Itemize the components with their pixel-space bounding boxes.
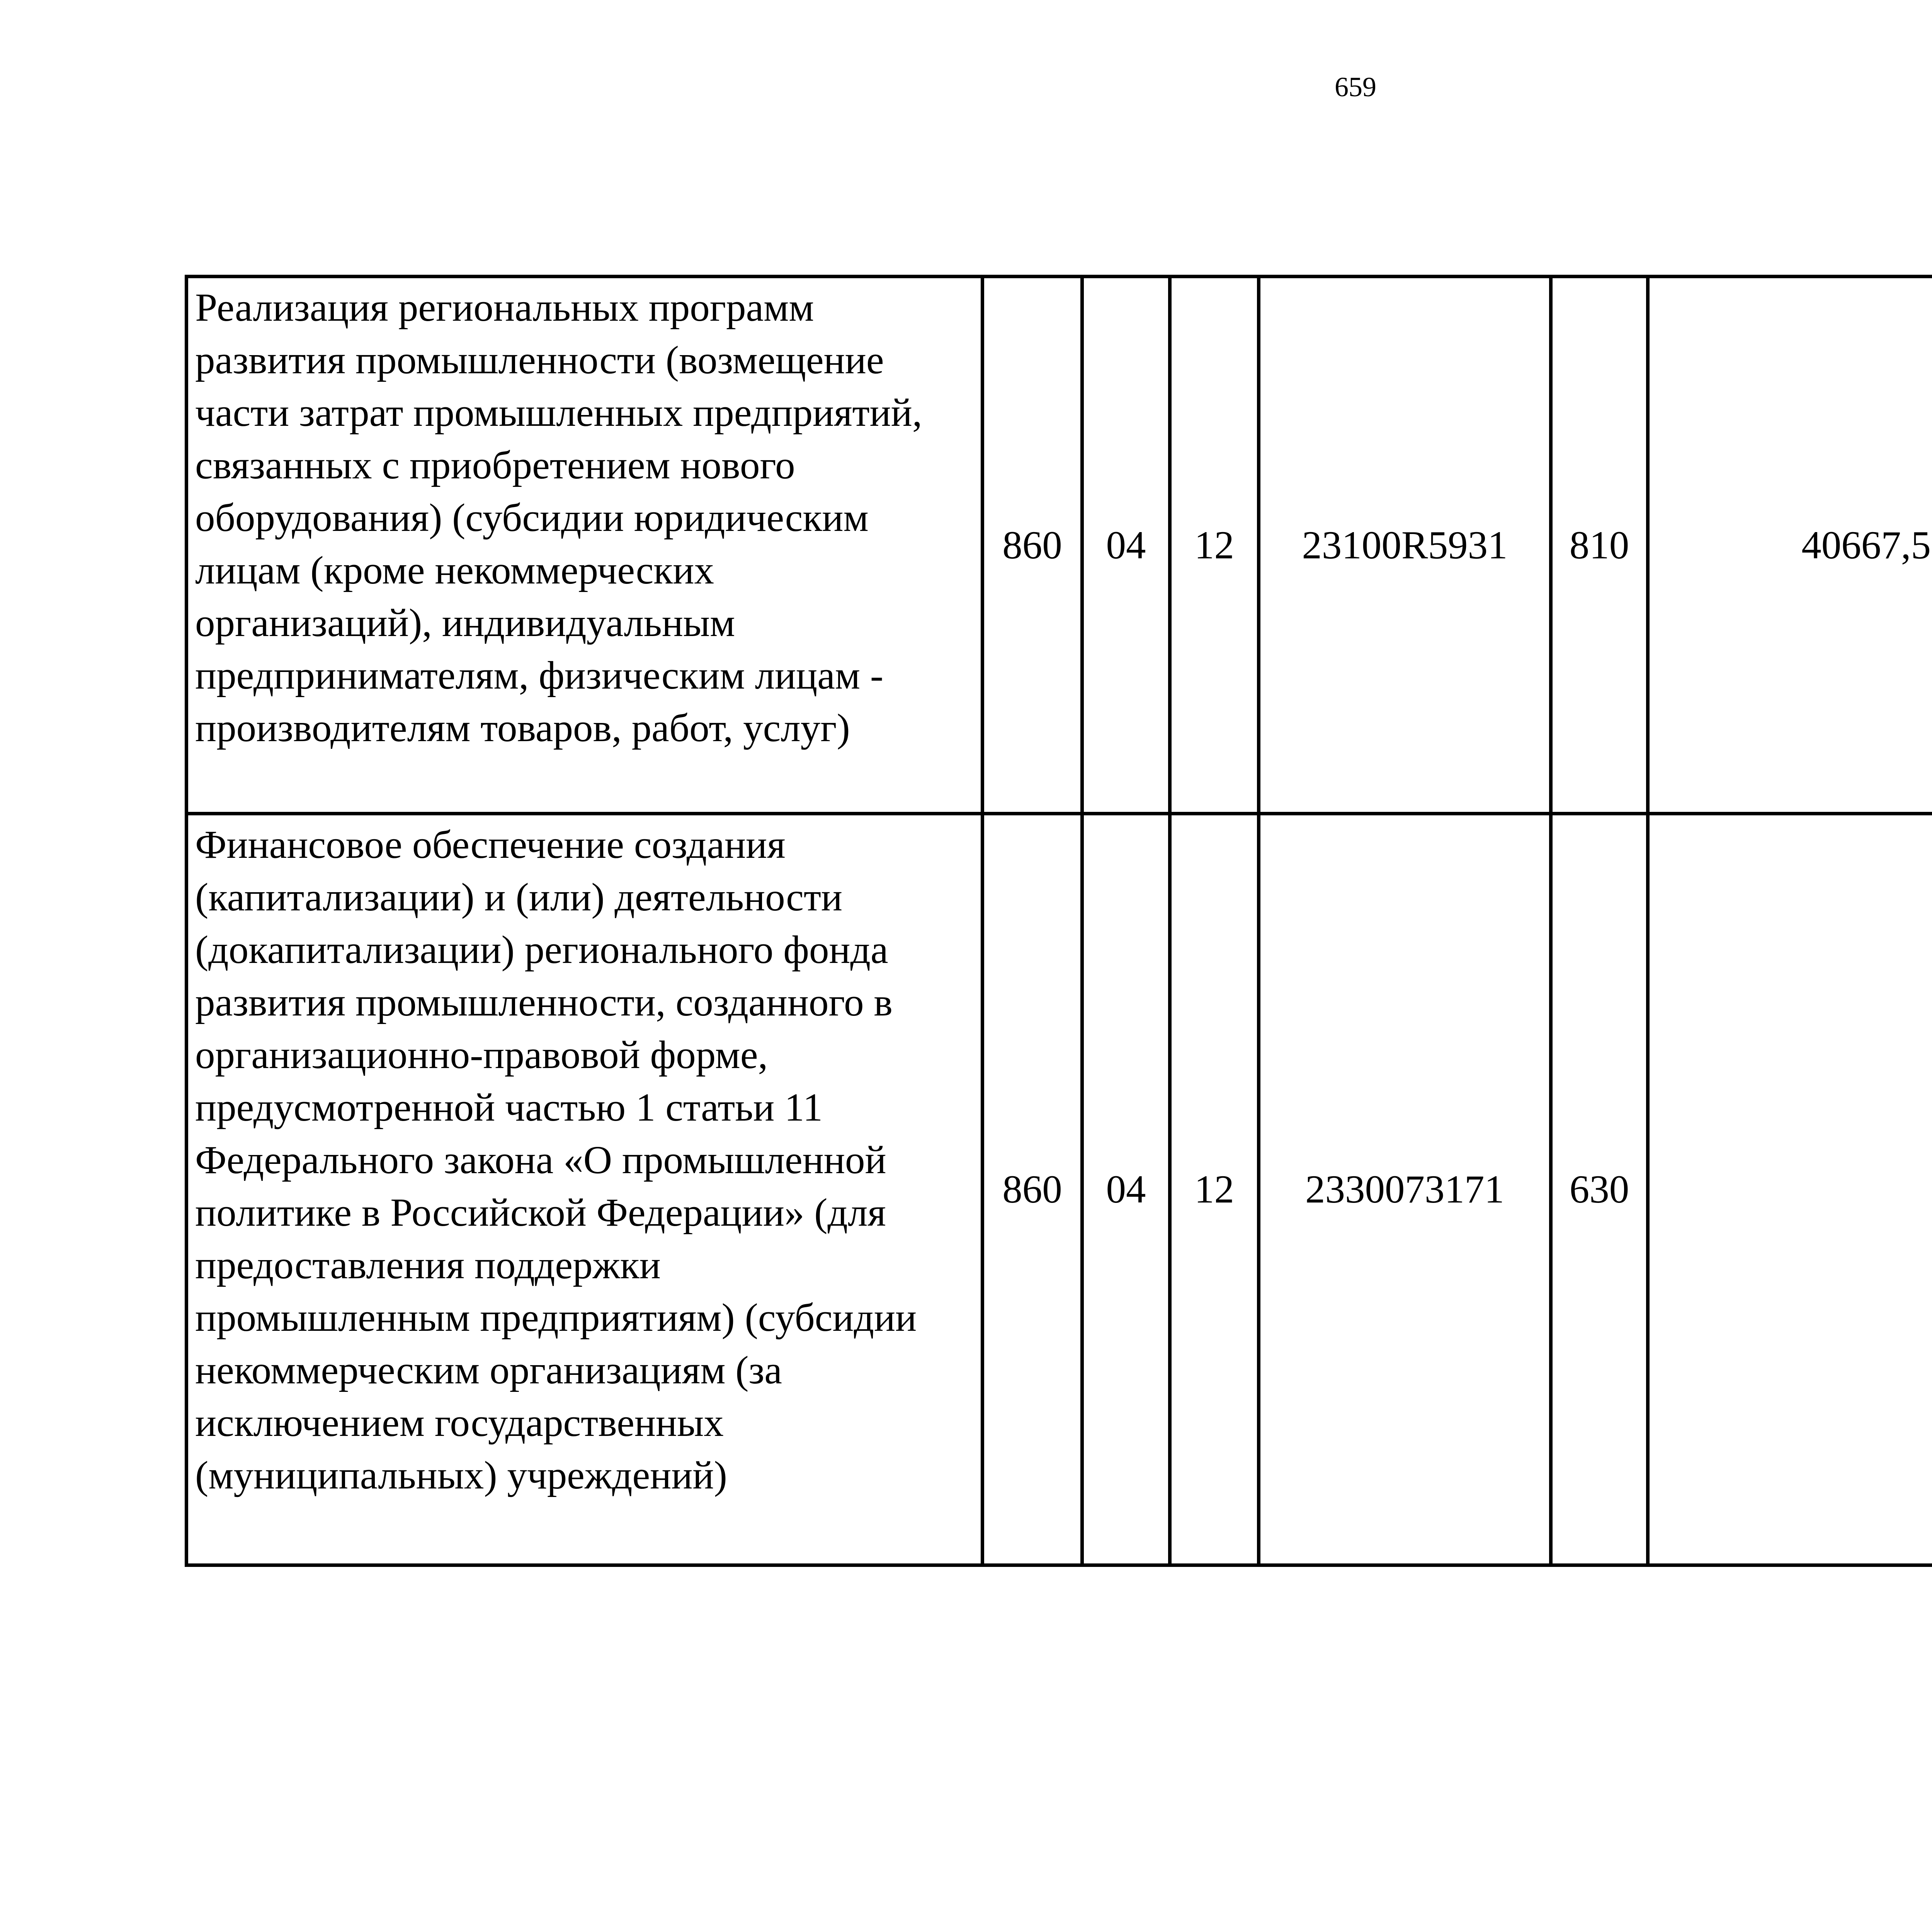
- description-line: организаций), индивидуальным: [195, 601, 735, 645]
- description-line: (муниципальных) учреждений): [195, 1453, 727, 1497]
- expense-type-code: 810: [1551, 277, 1648, 814]
- description-line: организационно-правовой форме,: [195, 1033, 768, 1077]
- description-line: исключением государственных: [195, 1401, 724, 1445]
- description-line: промышленным предприятиям) (субсидии: [195, 1296, 917, 1340]
- row-description: [187, 814, 983, 1565]
- description-line: части затрат промышленных предприятий,: [195, 391, 922, 435]
- section-code: 04: [1082, 814, 1170, 1565]
- description-line: Реализация региональных программ: [195, 286, 814, 330]
- target-article-code: 23100R5931: [1259, 277, 1551, 814]
- ministry-code: 860: [983, 277, 1082, 814]
- subsection-code: 12: [1170, 814, 1259, 1565]
- description-line: оборудования) (субсидии юридическим: [195, 496, 869, 540]
- description-line: развития промышленности, созданного в: [195, 980, 893, 1024]
- description-line: производителям товаров, работ, услуг): [195, 706, 850, 750]
- page-number: 659: [1335, 71, 1376, 102]
- description-line: (докапитализации) регионального фонда: [195, 928, 888, 972]
- description-line: некоммерческим организациям (за: [195, 1348, 782, 1392]
- amount-1: 40667,5: [1648, 277, 1932, 814]
- description-line: Федерального закона «О промышленной: [195, 1138, 886, 1182]
- description-line: предусмотренной частью 1 статьи 11: [195, 1085, 823, 1129]
- description-line: политике в Российской Федерации» (для: [195, 1191, 886, 1235]
- table-row: [187, 277, 1932, 814]
- description-line: предоставления поддержки: [195, 1243, 661, 1287]
- budget-table: [185, 275, 1932, 1567]
- description-line: связанных с приобретением нового: [195, 443, 795, 487]
- amount-1: [1648, 814, 1932, 1565]
- description-line: Финансовое обеспечение создания: [195, 823, 786, 867]
- ministry-code: 860: [983, 814, 1082, 1565]
- section-code: 04: [1082, 277, 1170, 814]
- row-description: [187, 277, 983, 814]
- table-row: [187, 814, 1932, 1565]
- description-line: развития промышленности (возмещение: [195, 338, 884, 382]
- description-line: предпринимателям, физическим лицам -: [195, 653, 884, 697]
- description-line: лицам (кроме некоммерческих: [195, 548, 714, 592]
- expense-type-code: 630: [1551, 814, 1648, 1565]
- target-article-code: 2330073171: [1259, 814, 1551, 1565]
- subsection-code: 12: [1170, 277, 1259, 814]
- description-line: (капитализации) и (или) деятельности: [195, 875, 843, 919]
